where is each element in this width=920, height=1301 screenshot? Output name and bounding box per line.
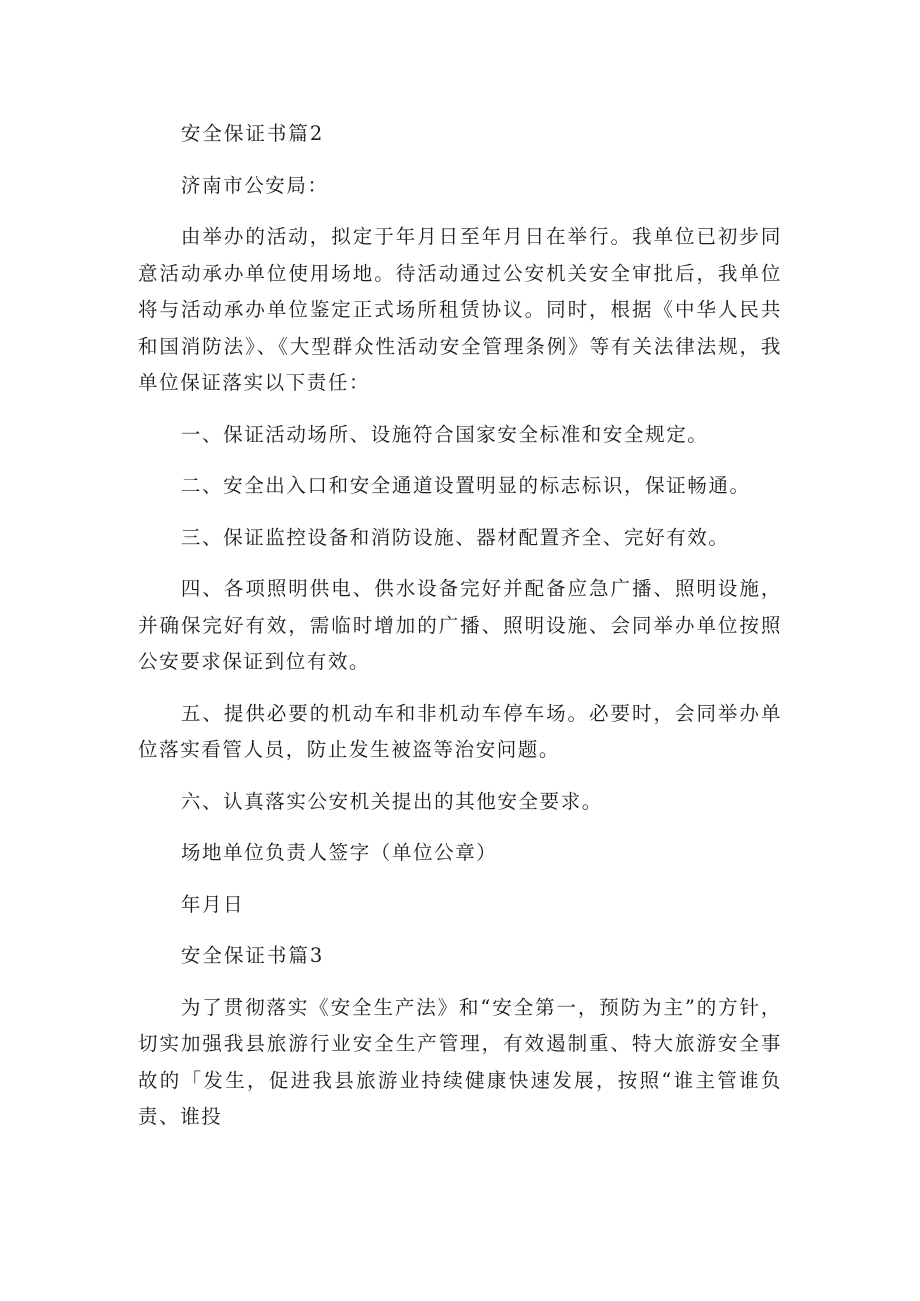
section-heading-2: 安全保证书篇2 — [180, 122, 325, 145]
section-3-paragraph: 为了贯彻落实《安全生产法》和“安全第一，预防为主”的方针，切实加强我县旅游行业安全生产管理，有效遏制重、特大旅游安全事故的「发生，促进我县旅游业持续健康快速发展，按照“谁主管谁负责、谁投 — [138, 995, 782, 1128]
item-4: 四、各项照明供电、供水设备完好并配备应急广播、照明设施，并确保完好有效，需临时增加的广播、照明设施、会同举办单位按照公安要求保证到位有效。 — [138, 577, 782, 673]
item-2: 二、安全出入口和安全通道设置明显的标志标识，保证畅通。 — [180, 474, 751, 497]
addressee: 济南市公安局： — [180, 173, 329, 197]
item-5: 五、提供必要的机动车和非机动车停车场。必要时，会同举办单位落实看管人员，防止发生被盗等治安问题。 — [138, 701, 782, 761]
section-heading-3: 安全保证书篇3 — [180, 944, 325, 967]
date-line: 年月日 — [180, 892, 245, 916]
item-6: 六、认真落实公安机关提出的其他安全要求。 — [180, 789, 603, 813]
intro-paragraph: 由举办的活动，拟定于年月日至年月日在举行。我单位已初步同意活动承办单位使用场地。待活动通过公安机关安全审批后，我单位将与活动承办单位鉴定正式场所租赁协议。同时，根据《中华人民共和国消防法》、《大型群众性活动安全管理条例》等有关法律法规，我单位保证落实以下责任： — [138, 225, 782, 394]
document-body — [138, 116, 782, 1151]
item-1: 一、保证活动场所、设施符合国家安全标准和安全规定。 — [180, 422, 709, 446]
item-3: 三、保证监控设备和消防设施、器材配置齐全、完好有效。 — [180, 525, 730, 549]
signature-line: 场地单位负责人签字（单位公章） — [180, 841, 498, 864]
